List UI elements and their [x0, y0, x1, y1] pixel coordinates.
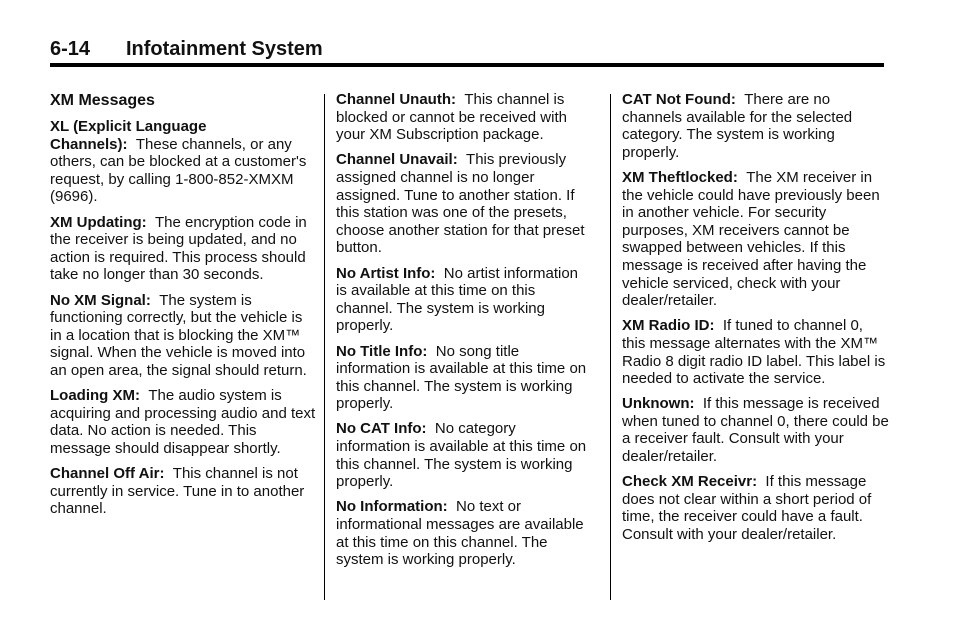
- section-title: XM Messages: [50, 92, 155, 109]
- message-entry: [50, 214, 316, 284]
- message-term: No XM Signal:: [50, 291, 151, 309]
- message-description: The system is functioning correctly, but the vehicle is in a location that is blocking the XM™ signal. When the vehicle is moved into an open area, the signal should return.: [50, 291, 307, 379]
- message-description: No song title information is available at this time on this channel. The system is working properly.: [336, 342, 587, 413]
- message-entry: [50, 118, 316, 206]
- chapter-title: Infotainment System: [126, 38, 323, 60]
- page-number: 6-14: [50, 38, 91, 60]
- message-term: XM Updating:: [50, 213, 147, 231]
- message-term: Check XM Receivr:: [622, 473, 758, 491]
- message-term: Channel Unavail:: [336, 151, 458, 169]
- column-divider-1: [324, 94, 325, 600]
- message-description: This channel is not currently in service. Tune in to another channel.: [50, 465, 305, 518]
- message-description: The encryption code in the receiver is being updated, and no action is required. This process should take no longer than 30 seconds.: [50, 213, 307, 284]
- message-entry: [336, 265, 590, 335]
- column-3: [622, 91, 890, 551]
- message-description: No artist information is available at this time on this channel. The system is working properly.: [336, 264, 578, 335]
- message-description: There are no channels available for the selected category. The system is working properly.: [622, 91, 853, 161]
- message-description: The XM receiver in the vehicle could have previously been in another vehicle. For security purposes, XM receivers cannot be swapped between vehicles. If this message is received after having the vehicle serviced, check with your dealer/retailer.: [622, 168, 880, 310]
- message-term: XM Theftlocked:: [622, 168, 738, 186]
- message-description: No text or informational messages are available at this time on this channel. The system is working properly.: [336, 498, 584, 569]
- message-entry: [336, 91, 590, 144]
- message-term: No Information:: [336, 498, 448, 516]
- message-term: CAT Not Found:: [622, 91, 736, 108]
- message-entry: [622, 473, 890, 543]
- message-entry: [50, 465, 316, 518]
- message-term: Channel Unauth:: [336, 91, 456, 108]
- message-entry: [336, 498, 590, 568]
- message-description: No category information is available at this time on this channel. The system is working properly.: [336, 420, 587, 491]
- message-description: This previously assigned channel is no longer assigned. Tune to another station. If this station was one of the presets, choose another station for that preset button.: [336, 151, 585, 257]
- column-divider-2: [610, 94, 611, 600]
- page-header: [50, 36, 884, 62]
- message-entry: [50, 292, 316, 380]
- message-term: No Title Info:: [336, 342, 428, 360]
- header-rule: [50, 63, 884, 67]
- message-entry: [622, 169, 890, 310]
- message-term: No CAT Info:: [336, 420, 427, 438]
- message-entry: [336, 343, 590, 413]
- column-1: [50, 91, 316, 525]
- message-description: If this message does not clear within a short period of time, the receiver could have a fault. Consult with your dealer/retailer.: [622, 473, 872, 544]
- message-entry: [336, 151, 590, 257]
- message-description: The audio system is acquiring and processing audio and text data. No action is needed. This message should disappear shortly.: [50, 387, 316, 457]
- message-term: Channel Off Air:: [50, 465, 165, 483]
- message-entry: [336, 420, 590, 490]
- message-description: These channels, or any others, can be blocked at a customer's request, by calling 1-800-852-XMXM (9696).: [50, 135, 307, 206]
- message-term: Unknown:: [622, 395, 695, 413]
- message-entry: [622, 317, 890, 387]
- column-2: [336, 91, 590, 576]
- message-term: Loading XM:: [50, 387, 140, 405]
- message-entry: [622, 91, 890, 161]
- message-description: If tuned to channel 0, this message alternates with the XM™ Radio 8 digit radio ID label. This label is needed to activate the service.: [622, 317, 886, 388]
- message-term: XL (Explicit Language Channels):: [50, 118, 207, 153]
- message-entry: [50, 387, 316, 457]
- message-description: This channel is blocked or cannot be received with your XM Subscription package.: [336, 91, 567, 144]
- message-entry: [622, 395, 890, 465]
- message-term: No Artist Info:: [336, 264, 436, 282]
- message-description: If this message is received when tuned to channel 0, there could be a receiver fault. Consult with your dealer/retailer.: [622, 395, 889, 466]
- message-term: XM Radio ID:: [622, 317, 715, 335]
